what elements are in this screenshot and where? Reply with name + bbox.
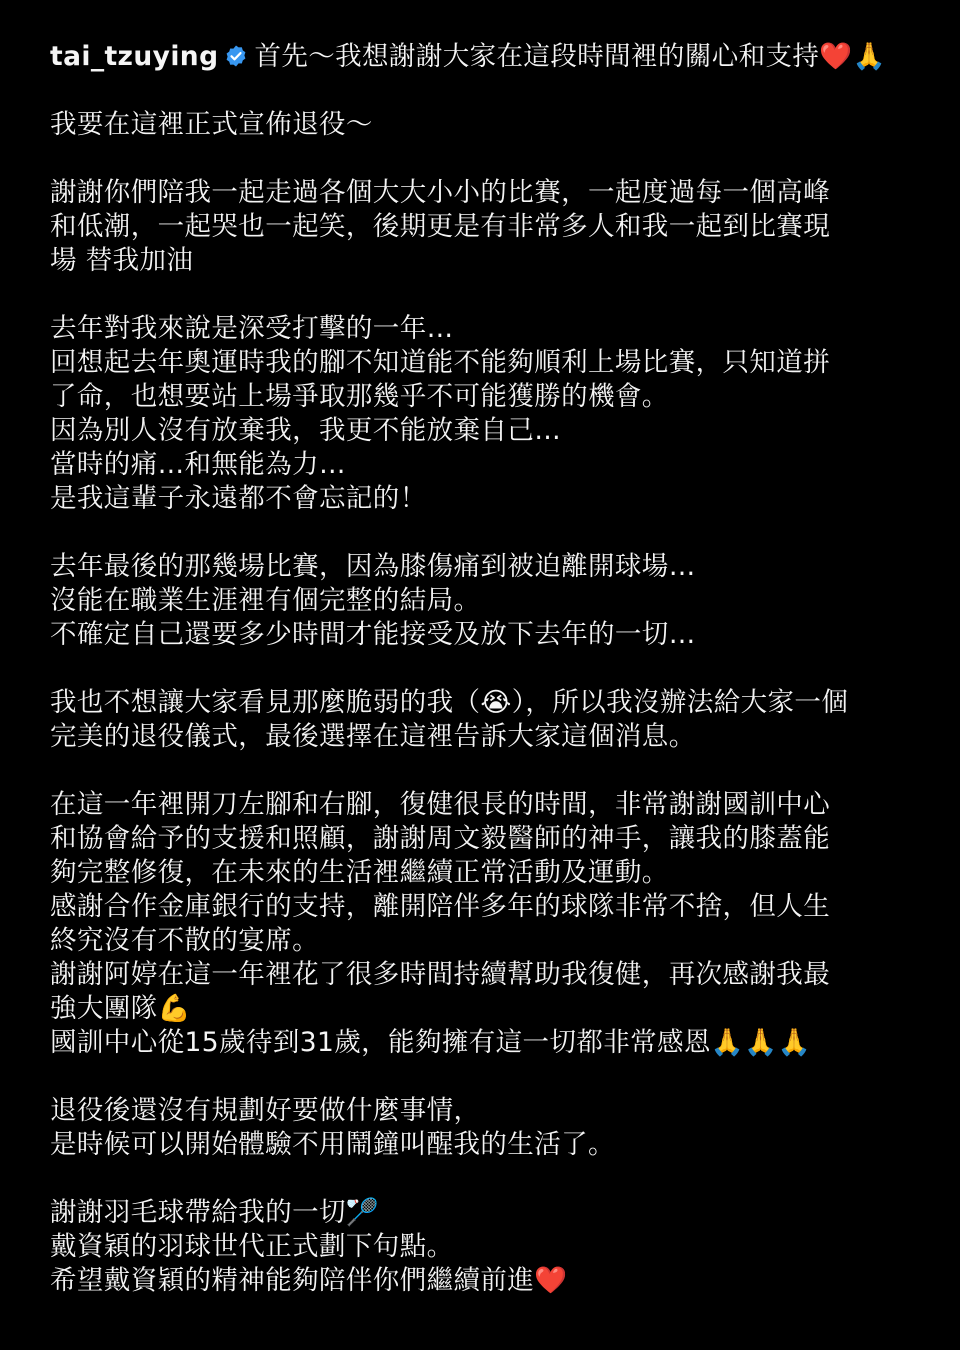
caption-line: 是時候可以開始體驗不用鬧鐘叫醒我的生活了。 xyxy=(50,1129,615,1160)
caption-line: 當時的痛…和無能為力… xyxy=(50,449,346,480)
paragraph-gap xyxy=(50,74,910,108)
post-caption xyxy=(50,40,910,1298)
heart-pray-emoji: ❤️🙏 xyxy=(819,41,887,72)
caption-line: 了命，也想要站上場爭取那幾乎不可能獲勝的機會。 xyxy=(50,381,669,412)
paragraph-gap xyxy=(50,1162,910,1196)
caption-line: 回想起去年奧運時我的腳不知道能不能夠順利上場比賽，只知道拼 xyxy=(50,347,831,378)
verified-badge-icon xyxy=(224,43,248,67)
caption-line: 希望戴資穎的精神能夠陪伴你們繼續前進❤️ xyxy=(50,1265,568,1296)
caption-line: 謝謝阿婷在這一年裡花了很多時間持續幫助我復健，再次感謝我最 xyxy=(50,959,831,990)
username-link[interactable]: tai_tzuying xyxy=(50,41,219,72)
paragraph-gap xyxy=(50,1060,910,1094)
caption-line: 感謝合作金庫銀行的支持，離開陪伴多年的球隊非常不捨，但人生 xyxy=(50,891,831,922)
caption-line: 去年對我來說是深受打擊的一年… xyxy=(50,313,454,344)
caption-first-line-text: 首先～我想謝謝大家在這段時間裡的關心和支持 xyxy=(254,41,820,72)
paragraph-gap xyxy=(50,516,910,550)
caption-line: 在這一年裡開刀左腳和右腳，復健很長的時間，非常謝謝國訓中心 xyxy=(50,789,831,820)
caption-line: 國訓中心從15歲待到31歲，能夠擁有這一切都非常感恩🙏🙏🙏 xyxy=(50,1027,812,1058)
paragraph-gap xyxy=(50,278,910,312)
caption-line: 退役後還沒有規劃好要做什麼事情， xyxy=(50,1095,481,1126)
caption-line: 謝謝你們陪我一起走過各個大大小小的比賽，一起度過每一個高峰 xyxy=(50,177,831,208)
caption-line: 戴資穎的羽球世代正式劃下句點。 xyxy=(50,1231,454,1262)
paragraph-gap xyxy=(50,754,910,788)
caption-line: 和協會給予的支援和照顧，謝謝周文毅醫師的神手，讓我的膝蓋能 xyxy=(50,823,831,854)
caption-line: 場 替我加油 xyxy=(50,245,194,276)
caption-line: 完美的退役儀式，最後選擇在這裡告訴大家這個消息。 xyxy=(50,721,696,752)
caption-line: 我也不想讓大家看見那麼脆弱的我（😭），所以我沒辦法給大家一個 xyxy=(50,687,849,718)
caption-line: 我要在這裡正式宣佈退役～ xyxy=(50,109,373,140)
caption-first-line xyxy=(50,40,910,74)
caption-line: 去年最後的那幾場比賽，因為膝傷痛到被迫離開球場… xyxy=(50,551,696,582)
caption-line: 是我這輩子永遠都不會忘記的！ xyxy=(50,483,427,514)
caption-line: 因為別人沒有放棄我，我更不能放棄自己… xyxy=(50,415,562,446)
caption-line: 夠完整修復，在未來的生活裡繼續正常活動及運動。 xyxy=(50,857,669,888)
caption-line: 沒能在職業生涯裡有個完整的結局。 xyxy=(50,585,481,616)
caption-line: 終究沒有不散的宴席。 xyxy=(50,925,319,956)
caption-line: 和低潮，一起哭也一起笑，後期更是有非常多人和我一起到比賽現 xyxy=(50,211,831,242)
caption-body xyxy=(50,74,910,1298)
caption-line: 謝謝羽毛球帶給我的一切🏸 xyxy=(50,1197,380,1228)
paragraph-gap xyxy=(50,652,910,686)
paragraph-gap xyxy=(50,142,910,176)
caption-line: 不確定自己還要多少時間才能接受及放下去年的一切… xyxy=(50,619,696,650)
caption-line: 強大團隊💪 xyxy=(50,993,191,1024)
